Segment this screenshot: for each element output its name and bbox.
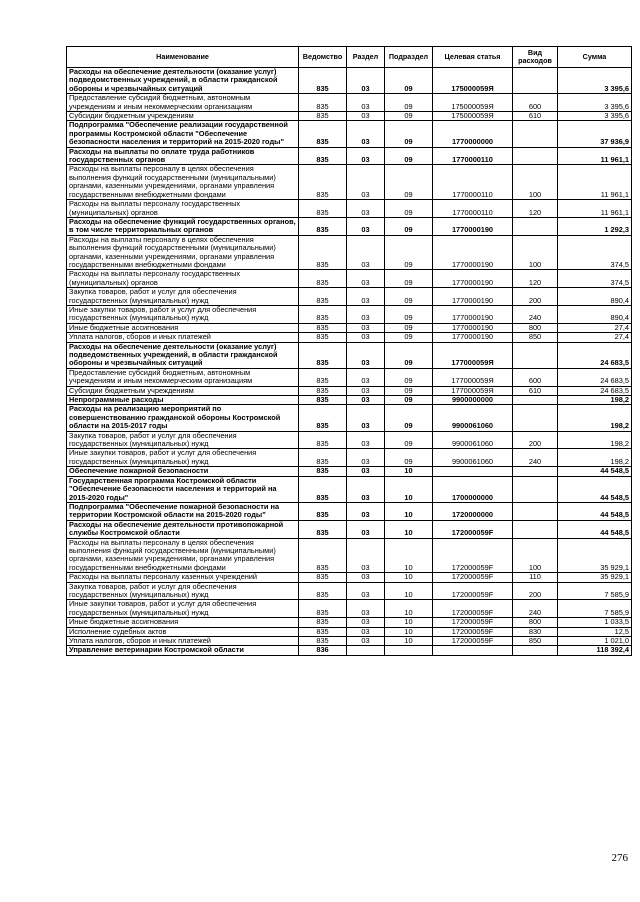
row-subsection: 10 [385, 467, 433, 476]
table-row [67, 386, 632, 395]
table-row [67, 323, 632, 332]
row-name: Иные закупки товаров, работ и услуг для обеспечения государственных (муниципальных) нужд [67, 449, 299, 467]
table-row [67, 476, 632, 502]
row-target-article: 1720000000 [433, 502, 513, 520]
row-name: Расходы на выплаты по оплате труда работников государственных органов [67, 147, 299, 165]
row-expense-type: 610 [513, 112, 558, 121]
table-row [67, 582, 632, 600]
row-subsection: 09 [385, 200, 433, 218]
row-expense-type [513, 520, 558, 538]
table-row [67, 305, 632, 323]
header-subsection: Подраздел [385, 47, 433, 68]
header-section: Раздел [347, 47, 385, 68]
row-department: 835 [299, 405, 347, 431]
table-row [67, 217, 632, 235]
header-department: Ведомство [299, 47, 347, 68]
row-expense-type: 200 [513, 288, 558, 306]
row-expense-type [513, 68, 558, 94]
row-target-article: 1770000110 [433, 165, 513, 200]
row-subsection: 09 [385, 333, 433, 342]
row-department: 835 [299, 573, 347, 582]
table-row [67, 431, 632, 449]
row-department: 835 [299, 305, 347, 323]
row-target-article [433, 646, 513, 655]
page-number: 276 [611, 852, 628, 864]
table-row [67, 200, 632, 218]
row-subsection: 10 [385, 618, 433, 627]
row-target-article: 172000059F [433, 573, 513, 582]
row-name: Субсидии бюджетным учреждениям [67, 112, 299, 121]
row-section: 03 [347, 538, 385, 573]
row-expense-type: 850 [513, 637, 558, 646]
row-department: 835 [299, 386, 347, 395]
row-department: 835 [299, 627, 347, 636]
row-section: 03 [347, 396, 385, 405]
row-name: Расходы на обеспечение деятельности (оказание услуг) подведомственных учреждений, в области гражданской обороны и чрезвычайных ситуаций [67, 68, 299, 94]
row-subsection: 10 [385, 627, 433, 636]
row-subsection: 09 [385, 121, 433, 147]
row-target-article: 1770000110 [433, 200, 513, 218]
row-expense-type: 120 [513, 200, 558, 218]
row-section: 03 [347, 235, 385, 270]
row-name: Исполнение судебных актов [67, 627, 299, 636]
row-target-article: 1770000190 [433, 323, 513, 332]
row-expense-type [513, 405, 558, 431]
row-subsection: 09 [385, 94, 433, 112]
row-expense-type [513, 147, 558, 165]
table-row [67, 94, 632, 112]
row-sum: 27,4 [558, 323, 632, 332]
row-sum: 890,4 [558, 288, 632, 306]
row-expense-type [513, 396, 558, 405]
row-department: 835 [299, 217, 347, 235]
row-department: 835 [299, 476, 347, 502]
row-department: 835 [299, 467, 347, 476]
table-row [67, 165, 632, 200]
row-expense-type: 100 [513, 165, 558, 200]
row-sum: 11 961,1 [558, 147, 632, 165]
table-row [67, 637, 632, 646]
row-section: 03 [347, 476, 385, 502]
row-name: Уплата налогов, сборов и иных платежей [67, 637, 299, 646]
row-expense-type: 800 [513, 618, 558, 627]
row-department: 835 [299, 94, 347, 112]
row-sum: 198,2 [558, 449, 632, 467]
row-expense-type: 600 [513, 94, 558, 112]
row-name: Расходы на выплаты персоналу в целях обеспечения выполнения функций государственными (муниципальными) органами, казенными учреждениями, органами управления государственными внебюджетными фондами [67, 165, 299, 200]
row-name: Подпрограмма "Обеспечение пожарной безопасности на территории Костромской области на 2015-2020 годы" [67, 502, 299, 520]
row-name: Расходы на обеспечение деятельности противопожарной службы Костромской области [67, 520, 299, 538]
row-name: Государственная программа Костромской области "Обеспечение безопасности населения и территорий на 2015-2020 годы" [67, 476, 299, 502]
row-sum: 44 548,5 [558, 502, 632, 520]
row-target-article: 172000059F [433, 520, 513, 538]
row-sum: 35 929,1 [558, 573, 632, 582]
row-target-article: 172000059F [433, 538, 513, 573]
row-target-article: 9900061060 [433, 449, 513, 467]
row-subsection: 10 [385, 600, 433, 618]
row-sum: 24 683,5 [558, 368, 632, 386]
row-name: Иные закупки товаров, работ и услуг для обеспечения государственных (муниципальных) нужд [67, 305, 299, 323]
row-target-article: 172000059F [433, 627, 513, 636]
row-target-article: 9900061060 [433, 431, 513, 449]
row-subsection [385, 646, 433, 655]
row-expense-type: 800 [513, 323, 558, 332]
header-target-article: Целевая статья [433, 47, 513, 68]
header-name: Наименование [67, 47, 299, 68]
row-subsection: 10 [385, 502, 433, 520]
table-row [67, 502, 632, 520]
row-department: 835 [299, 582, 347, 600]
row-section: 03 [347, 270, 385, 288]
row-department: 835 [299, 502, 347, 520]
row-subsection: 09 [385, 68, 433, 94]
row-target-article: 9900061060 [433, 405, 513, 431]
row-target-article: 1700000000 [433, 476, 513, 502]
row-sum: 1 021,0 [558, 637, 632, 646]
table-row [67, 68, 632, 94]
row-name: Расходы на реализацию мероприятий по совершенствованию гражданской обороны Костромской области на 2015-2017 годы [67, 405, 299, 431]
table-row [67, 467, 632, 476]
row-section [347, 646, 385, 655]
table-row [67, 449, 632, 467]
header-sum: Сумма [558, 47, 632, 68]
row-sum: 44 548,5 [558, 520, 632, 538]
table-row [67, 618, 632, 627]
row-sum: 890,4 [558, 305, 632, 323]
row-name: Закупка товаров, работ и услуг для обеспечения государственных (муниципальных) нужд [67, 582, 299, 600]
table-row [67, 147, 632, 165]
row-target-article: 1770000190 [433, 288, 513, 306]
table-row [67, 368, 632, 386]
row-expense-type: 600 [513, 368, 558, 386]
header-expense-type: Вид расходов [513, 47, 558, 68]
row-department: 835 [299, 342, 347, 368]
table-row [67, 288, 632, 306]
row-target-article: 1770000110 [433, 147, 513, 165]
row-subsection: 09 [385, 449, 433, 467]
table-row [67, 342, 632, 368]
row-expense-type [513, 476, 558, 502]
row-expense-type [513, 217, 558, 235]
row-name: Закупка товаров, работ и услуг для обеспечения государственных (муниципальных) нужд [67, 431, 299, 449]
row-expense-type [513, 646, 558, 655]
row-sum: 12,5 [558, 627, 632, 636]
row-target-article: 175000059Я [433, 68, 513, 94]
table-row [67, 627, 632, 636]
row-expense-type: 240 [513, 305, 558, 323]
row-name: Иные бюджетные ассигнования [67, 618, 299, 627]
row-target-article: 1770000190 [433, 217, 513, 235]
row-section: 03 [347, 600, 385, 618]
row-section: 03 [347, 112, 385, 121]
row-name: Обеспечение пожарной безопасности [67, 467, 299, 476]
row-subsection: 09 [385, 342, 433, 368]
row-expense-type: 100 [513, 538, 558, 573]
row-target-article: 1770000000 [433, 121, 513, 147]
row-subsection: 09 [385, 305, 433, 323]
row-department: 835 [299, 323, 347, 332]
table-row [67, 396, 632, 405]
row-subsection: 10 [385, 476, 433, 502]
row-section: 03 [347, 121, 385, 147]
row-subsection: 10 [385, 573, 433, 582]
row-sum: 44 548,5 [558, 467, 632, 476]
row-name: Субсидии бюджетным учреждениям [67, 386, 299, 395]
row-sum: 24 683,5 [558, 342, 632, 368]
row-sum: 374,5 [558, 270, 632, 288]
row-target-article: 1770000190 [433, 333, 513, 342]
row-section: 03 [347, 217, 385, 235]
row-sum: 7 585,9 [558, 582, 632, 600]
row-name: Подпрограмма "Обеспечение реализации государственной программы Костромской области "Обеспечение безопасности населения и территорий на 2015-2020 годы" [67, 121, 299, 147]
row-department: 835 [299, 235, 347, 270]
row-name: Управление ветеринарии Костромской области [67, 646, 299, 655]
row-department: 835 [299, 68, 347, 94]
row-target-article: 172000059F [433, 637, 513, 646]
table-row [67, 573, 632, 582]
row-subsection: 10 [385, 538, 433, 573]
row-target-article: 172000059F [433, 600, 513, 618]
row-sum: 374,5 [558, 235, 632, 270]
row-department: 835 [299, 147, 347, 165]
row-target-article: 172000059F [433, 582, 513, 600]
table-row [67, 646, 632, 655]
row-target-article: 1770000190 [433, 270, 513, 288]
row-section: 03 [347, 200, 385, 218]
row-section: 03 [347, 386, 385, 395]
row-section: 03 [347, 368, 385, 386]
row-subsection: 09 [385, 323, 433, 332]
row-sum: 11 961,1 [558, 200, 632, 218]
row-name: Расходы на выплаты персоналу в целях обеспечения выполнения функций государственными (муниципальными) органами, казенными учреждениями, органами управления государственными внебюджетными фондами [67, 538, 299, 573]
row-subsection: 10 [385, 582, 433, 600]
row-expense-type: 110 [513, 573, 558, 582]
row-department: 835 [299, 112, 347, 121]
row-expense-type: 610 [513, 386, 558, 395]
row-section: 03 [347, 288, 385, 306]
row-sum: 118 392,4 [558, 646, 632, 655]
row-subsection: 09 [385, 405, 433, 431]
row-sum: 44 548,5 [558, 476, 632, 502]
row-sum: 3 395,6 [558, 94, 632, 112]
row-subsection: 10 [385, 520, 433, 538]
row-name: Предоставление субсидий бюджетным, автономным учреждениям и иным некоммерческим организациям [67, 368, 299, 386]
row-sum: 11 961,1 [558, 165, 632, 200]
row-expense-type [513, 502, 558, 520]
row-department: 836 [299, 646, 347, 655]
row-target-article: 172000059F [433, 618, 513, 627]
row-expense-type: 850 [513, 333, 558, 342]
row-expense-type [513, 342, 558, 368]
row-subsection: 09 [385, 217, 433, 235]
row-subsection: 09 [385, 396, 433, 405]
row-department: 835 [299, 333, 347, 342]
row-target-article: 175000059Я [433, 112, 513, 121]
table-row [67, 112, 632, 121]
row-expense-type: 240 [513, 449, 558, 467]
table-row [67, 270, 632, 288]
row-department: 835 [299, 600, 347, 618]
row-section: 03 [347, 68, 385, 94]
row-section: 03 [347, 165, 385, 200]
row-target-article: 177000059Я [433, 342, 513, 368]
row-name: Расходы на выплаты персоналу казенных учреждений [67, 573, 299, 582]
row-target-article: 1770000190 [433, 235, 513, 270]
row-name: Иные закупки товаров, работ и услуг для обеспечения государственных (муниципальных) нужд [67, 600, 299, 618]
table-header-row [67, 47, 632, 68]
row-expense-type: 120 [513, 270, 558, 288]
row-section: 03 [347, 637, 385, 646]
row-sum: 37 936,9 [558, 121, 632, 147]
row-section: 03 [347, 502, 385, 520]
row-target-article: 9900000000 [433, 396, 513, 405]
row-expense-type: 200 [513, 431, 558, 449]
row-section: 03 [347, 147, 385, 165]
row-sum: 198,2 [558, 396, 632, 405]
row-subsection: 09 [385, 165, 433, 200]
row-department: 835 [299, 270, 347, 288]
row-expense-type [513, 467, 558, 476]
row-section: 03 [347, 431, 385, 449]
row-sum: 27,4 [558, 333, 632, 342]
row-subsection: 09 [385, 431, 433, 449]
row-sum: 1 033,5 [558, 618, 632, 627]
row-subsection: 09 [385, 235, 433, 270]
row-department: 835 [299, 200, 347, 218]
row-sum: 198,2 [558, 405, 632, 431]
row-subsection: 10 [385, 637, 433, 646]
row-sum: 7 585,9 [558, 600, 632, 618]
row-name: Уплата налогов, сборов и иных платежей [67, 333, 299, 342]
row-section: 03 [347, 94, 385, 112]
row-department: 835 [299, 618, 347, 627]
row-subsection: 09 [385, 270, 433, 288]
table-row [67, 121, 632, 147]
table-row [67, 538, 632, 573]
row-sum: 1 292,3 [558, 217, 632, 235]
row-section: 03 [347, 520, 385, 538]
row-section: 03 [347, 305, 385, 323]
row-section: 03 [347, 618, 385, 627]
row-name: Расходы на обеспечение деятельности (оказание услуг) подведомственных учреждений, в области гражданской обороны и чрезвычайных ситуаций [67, 342, 299, 368]
row-name: Расходы на обеспечение функций государственных органов, в том числе территориальных органов [67, 217, 299, 235]
row-target-article: 175000059Я [433, 94, 513, 112]
table-row [67, 600, 632, 618]
row-subsection: 09 [385, 386, 433, 395]
row-department: 835 [299, 637, 347, 646]
row-name: Закупка товаров, работ и услуг для обеспечения государственных (муниципальных) нужд [67, 288, 299, 306]
table-row [67, 405, 632, 431]
table-body [67, 68, 632, 656]
table-row [67, 520, 632, 538]
row-department: 835 [299, 449, 347, 467]
row-name: Предоставление субсидий бюджетным, автономным учреждениям и иным некоммерческим организациям [67, 94, 299, 112]
row-expense-type: 100 [513, 235, 558, 270]
row-section: 03 [347, 323, 385, 332]
row-section: 03 [347, 405, 385, 431]
row-target-article: 177000059Я [433, 386, 513, 395]
table-row [67, 235, 632, 270]
row-department: 835 [299, 288, 347, 306]
row-section: 03 [347, 573, 385, 582]
row-department: 835 [299, 538, 347, 573]
row-expense-type [513, 121, 558, 147]
row-sum: 198,2 [558, 431, 632, 449]
budget-table [66, 46, 632, 656]
row-sum: 3 395,6 [558, 112, 632, 121]
row-subsection: 09 [385, 368, 433, 386]
row-subsection: 09 [385, 147, 433, 165]
row-name: Расходы на выплаты персоналу государственных (муниципальных) органов [67, 200, 299, 218]
row-expense-type: 240 [513, 600, 558, 618]
row-name: Иные бюджетные ассигнования [67, 323, 299, 332]
row-name: Расходы на выплаты персоналу государственных (муниципальных) органов [67, 270, 299, 288]
row-name: Непрограммные расходы [67, 396, 299, 405]
row-department: 835 [299, 368, 347, 386]
row-sum: 24 683,5 [558, 386, 632, 395]
row-department: 835 [299, 121, 347, 147]
row-expense-type: 830 [513, 627, 558, 636]
row-expense-type: 200 [513, 582, 558, 600]
row-target-article: 177000059Я [433, 368, 513, 386]
row-name: Расходы на выплаты персоналу в целях обеспечения выполнения функций государственными (муниципальными) органами, казенными учреждениями, органами управления государственными внебюджетными фондами [67, 235, 299, 270]
row-section: 03 [347, 342, 385, 368]
row-section: 03 [347, 333, 385, 342]
row-sum: 35 929,1 [558, 538, 632, 573]
row-section: 03 [347, 582, 385, 600]
table-row [67, 333, 632, 342]
row-subsection: 09 [385, 288, 433, 306]
row-target-article [433, 467, 513, 476]
row-department: 835 [299, 165, 347, 200]
row-sum: 3 395,6 [558, 68, 632, 94]
row-section: 03 [347, 467, 385, 476]
row-target-article: 1770000190 [433, 305, 513, 323]
row-subsection: 09 [385, 112, 433, 121]
row-department: 835 [299, 396, 347, 405]
row-section: 03 [347, 627, 385, 636]
row-section: 03 [347, 449, 385, 467]
row-department: 835 [299, 520, 347, 538]
row-department: 835 [299, 431, 347, 449]
